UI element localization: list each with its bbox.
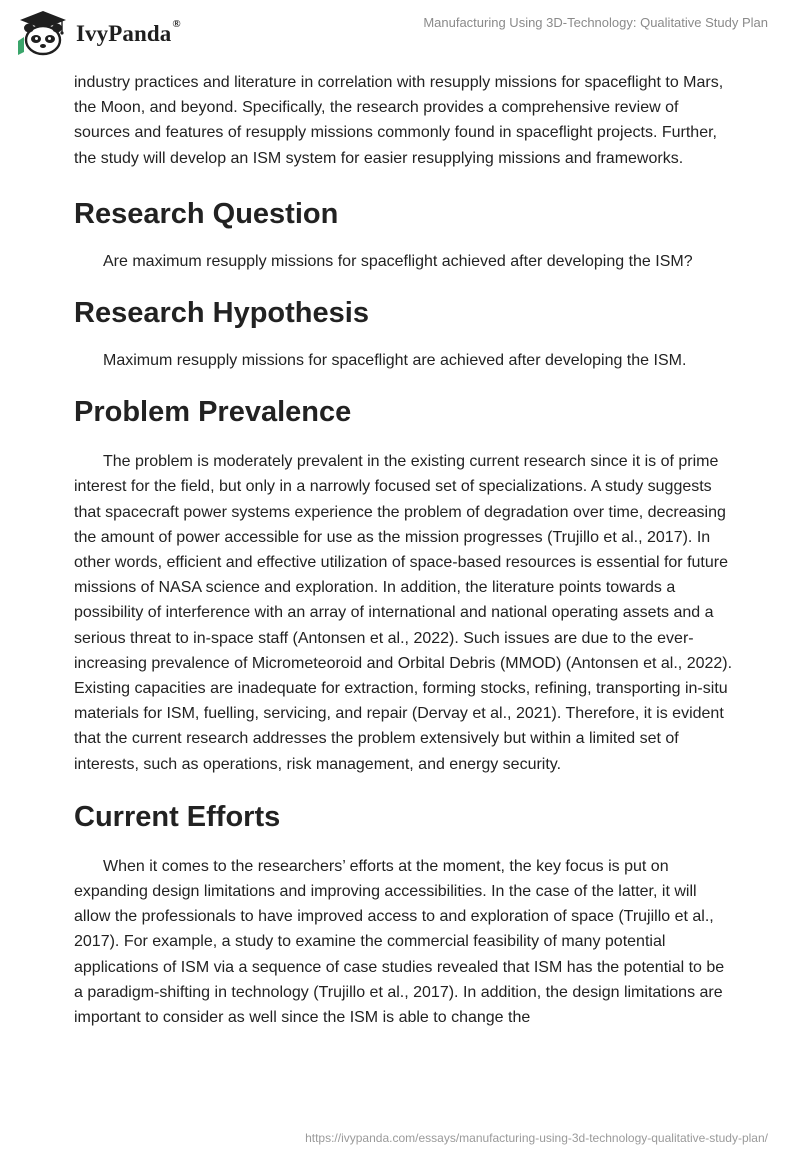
logo[interactable] [14, 8, 181, 58]
document-body [74, 70, 734, 1030]
heading-research-hypothesis: Research Hypothesis [74, 297, 369, 330]
heading-problem-prevalence: Problem Prevalence [74, 396, 352, 429]
page-header [0, 0, 800, 70]
panda-logo-icon [14, 8, 72, 58]
problem-prevalence-paragraph: The problem is moderately prevalent in the existing current research since it is of prime interest for the field, but only in a narrowly focused set of specializations. A study suggests that spacecraft power systems experience the problem of degradation over time, decreasing the amount of power accessible for use as the mission progresses (Trujillo et al., 2017). In other words, efficient and effective utilization of space-based resources is essential for future missions of NASA science and exploration. In addition, the literature points towards a possibility of interference with an array of international and national operating assets and a serious threat to in-space staff (Antonsen et al., 2022). Such issues are due to the ever-increasing prevalence of Micrometeoroid and Orbital Debris (MMOD) (Antonsen et al., 2022). Existing capacities are inadequate for extraction, forming stocks, refining, transporting in-situ materials for ISM, fuelling, servicing, and repair (Dervay et al., 2021). Therefore, it is evident that the current research addresses the problem extensively but within a limited set of interests, such as operations, risk management, and energy security. [74, 453, 733, 773]
intro-paragraph: industry practices and literature in correlation with resupply missions for spaceflight to Mars, the Moon, and beyond. Specifically, the research provides a comprehensive review of sources and features of resupply missions commonly found in spaceflight projects. Further, the study will develop an ISM system for easier resupplying missions and frameworks. [74, 74, 724, 167]
research-hypothesis-paragraph: Maximum resupply missions for spaceflight are achieved after developing the ISM. [103, 352, 687, 370]
heading-research-question: Research Question [74, 197, 339, 230]
heading-current-efforts: Current Efforts [74, 800, 281, 833]
footer-source-url[interactable]: https://ivypanda.com/essays/manufacturing-using-3d-technology-qualitative-study-plan/ [305, 1131, 768, 1145]
research-question-paragraph: Are maximum resupply missions for spaceflight achieved after developing the ISM? [103, 252, 693, 270]
logo-wordmark: IvyPanda® [76, 18, 181, 46]
current-efforts-paragraph: When it comes to the researchers’ efforts at the moment, the key focus is put on expanding design limitations and improving accessibilities. In the case of the latter, it will allow the professionals to have improved access to and exploration of space (Trujillo et al., 2017). For example, a study to examine the commercial feasibility of many potential applications of ISM via a sequence of case studies revealed that ISM has the potential to be a paradigm-shifting in technology (Trujillo et al., 2017). In addition, the design limitations are important to consider as well since the ISM is able to change the [74, 857, 725, 1027]
document-title: Manufacturing Using 3D-Technology: Qualitative Study Plan [423, 15, 768, 30]
